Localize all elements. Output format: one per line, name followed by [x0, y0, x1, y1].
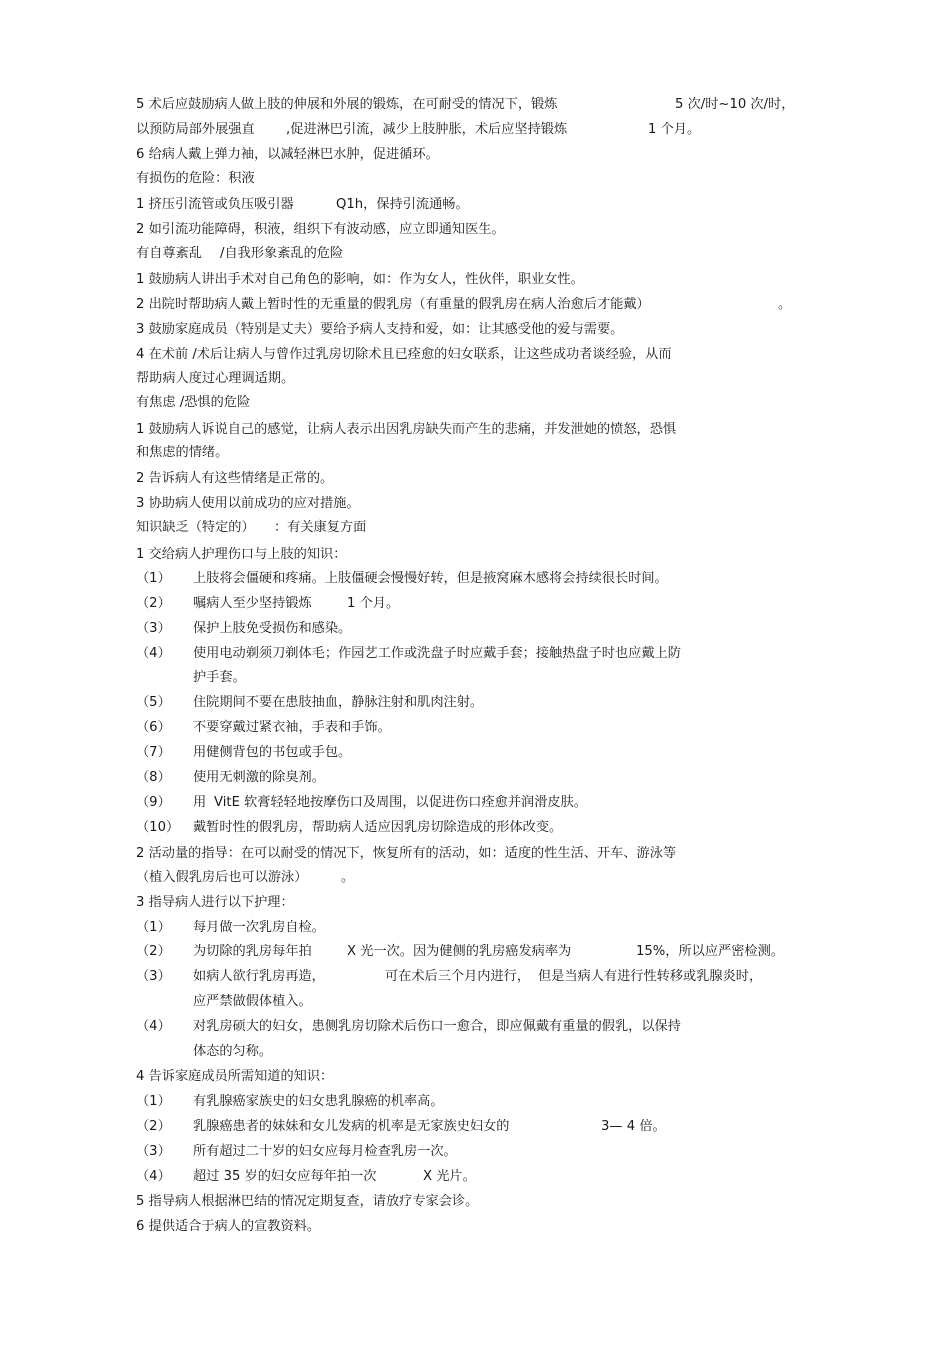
- list-number: （10）: [136, 820, 180, 835]
- list-number: （3）: [136, 969, 171, 984]
- text-segment: 上肢将会僵硬和疼痛。上肢僵硬会慢慢好转，但是掖窝麻木感将会持续很长时间。: [193, 571, 668, 586]
- text-segment: 1 个月。: [648, 122, 701, 137]
- text-segment: 2 如引流功能障碍，积液，组织下有波动感，应立即通知医生。: [136, 222, 505, 237]
- text-segment: 知识缺乏（特定的）: [136, 520, 255, 535]
- text-segment: ,促进淋巴引流，减少上肢肿胀，术后应坚持锻炼: [286, 122, 568, 137]
- text-segment: 4 告诉家庭成员所需知道的知识：: [136, 1069, 334, 1084]
- text-segment: 1 个月。: [347, 596, 400, 611]
- text-segment: 以预防局部外展强直: [136, 122, 255, 137]
- text-segment: X 光片。: [423, 1169, 476, 1184]
- text-segment: 帮助病人度过心理调适期。: [136, 371, 295, 386]
- text-segment: 有损伤的危险：积液: [136, 171, 255, 186]
- text-segment: 3 鼓励家庭成员（特别是丈夫）要给予病人支持和爱，如：让其感受他的爱与需要。: [136, 322, 624, 337]
- text-segment: 。: [778, 297, 792, 312]
- text-segment: 使用无刺激的除臭剂。: [193, 770, 325, 785]
- list-number: （1）: [136, 920, 171, 935]
- text-segment: 6 提供适合于病人的宣教资料。: [136, 1219, 321, 1234]
- list-number: （3）: [136, 621, 171, 636]
- text-segment: 1 鼓励病人诉说自己的感觉，让病人表示出因乳房缺失而产生的悲痛，并发泄她的愤怒，恐惧: [136, 422, 677, 437]
- list-number: （4）: [136, 1019, 171, 1034]
- list-number: （4）: [136, 1169, 171, 1184]
- list-number: （8）: [136, 770, 171, 785]
- text-segment: 如病人欲行乳房再造，: [193, 969, 325, 984]
- text-segment: Q1h，保持引流通畅。: [336, 197, 469, 212]
- text-segment: 和焦虑的情绪。: [136, 445, 229, 460]
- list-number: （5）: [136, 695, 171, 710]
- list-number: （2）: [136, 944, 171, 959]
- text-segment: 有乳腺癌家族史的妇女患乳腺癌的机率高。: [193, 1094, 444, 1109]
- text-segment: 1 鼓励病人讲出手术对自己角色的影响，如：作为女人，性伙伴，职业女性。: [136, 272, 584, 287]
- list-number: （1）: [136, 571, 171, 586]
- text-segment: 2 出院时帮助病人戴上暂时性的无重量的假乳房（有重量的假乳房在病人治愈后才能戴）: [136, 297, 650, 312]
- text-segment: 住院期间不要在患肢抽血，静脉注射和肌肉注射。: [193, 695, 484, 710]
- text-segment: 5 次/时~10 次/时，: [675, 97, 795, 112]
- text-segment: 用健侧背包的书包或手包。: [193, 745, 352, 760]
- text-segment: 4 在术前 /术后让病人与曾作过乳房切除术且已痊愈的妇女联系，让这些成功者谈经验，从而: [136, 347, 672, 362]
- text-segment: 5 指导病人根据淋巴结的情况定期复查，请放疗专家会诊。: [136, 1194, 479, 1209]
- text-segment: 15%，所以应严密检测。: [636, 944, 784, 959]
- text-segment: 3 指导病人进行以下护理：: [136, 895, 294, 910]
- text-segment: 2 告诉病人有这些情绪是正常的。: [136, 471, 334, 486]
- text-segment: 使用电动剃须刀剃体毛；作园艺工作或洗盘子时应戴手套；接触热盘子时也应戴上防: [193, 646, 681, 661]
- text-segment: 乳腺癌患者的妹妹和女儿发病的机率是无家族史妇女的: [193, 1119, 510, 1134]
- text-segment: 嘱病人至少坚持锻炼: [193, 596, 312, 611]
- text-segment: 护手套。: [193, 670, 246, 685]
- text-segment: （植入假乳房后也可以游泳）: [136, 870, 308, 885]
- text-segment: 6 给病人戴上弹力袖，以减轻淋巴水肿，促进循环。: [136, 147, 439, 162]
- list-number: （4）: [136, 646, 171, 661]
- text-segment: 超过 35 岁的妇女应每年拍一次: [193, 1169, 377, 1184]
- text-segment: 应严禁做假体植入。: [193, 994, 312, 1009]
- text-segment: X 光一次。因为健侧的乳房癌发病率为: [347, 944, 572, 959]
- text-segment: 有焦虑 /恐惧的危险: [136, 395, 251, 410]
- list-number: （2）: [136, 596, 171, 611]
- text-segment: 不要穿戴过紧衣袖，手表和手饰。: [193, 720, 391, 735]
- text-segment: 但是当病人有进行性转移或乳腺炎时，: [538, 969, 763, 984]
- text-segment: 每月做一次乳房自检。: [193, 920, 325, 935]
- text-segment: 1 挤压引流管或负压吸引器: [136, 197, 294, 212]
- text-segment: ：有关康复方面: [274, 520, 367, 535]
- list-number: （3）: [136, 1144, 171, 1159]
- text-segment: 1 交给病人护理伤口与上肢的知识：: [136, 547, 347, 562]
- text-segment: 有自尊紊乱: [136, 246, 202, 261]
- text-segment: 可在术后三个月内进行，: [385, 969, 531, 984]
- text-segment: 5 术后应鼓励病人做上肢的伸展和外展的锻炼，在可耐受的情况下，锻炼: [136, 97, 558, 112]
- text-segment: VitE 软膏轻轻地按摩伤口及周围，以促进伤口痊愈并润滑皮肤。: [214, 795, 587, 810]
- list-number: （7）: [136, 745, 171, 760]
- text-segment: 。: [341, 870, 355, 885]
- text-segment: 3 协助病人使用以前成功的应对措施。: [136, 496, 360, 511]
- text-segment: /自我形象紊乱的危险: [220, 246, 344, 261]
- text-segment: 戴暂时性的假乳房，帮助病人适应因乳房切除造成的形体改变。: [193, 820, 563, 835]
- text-segment: 3— 4 倍。: [601, 1119, 666, 1134]
- text-segment: 体态的匀称。: [193, 1044, 273, 1059]
- text-segment: 所有超过二十岁的妇女应每月检查乳房一次。: [193, 1144, 457, 1159]
- text-segment: 对乳房硕大的妇女，患侧乳房切除术后伤口一愈合，即应佩戴有重量的假乳，以保持: [193, 1019, 681, 1034]
- text-segment: 2 活动量的指导：在可以耐受的情况下，恢复所有的活动，如：适度的性生活、开车、游泳等: [136, 846, 677, 861]
- text-segment: 为切除的乳房每年拍: [193, 944, 312, 959]
- text-segment: 用: [193, 795, 207, 810]
- list-number: （6）: [136, 720, 171, 735]
- list-number: （9）: [136, 795, 171, 810]
- text-segment: 保护上肢免受损伤和感染。: [193, 621, 352, 636]
- list-number: （2）: [136, 1119, 171, 1134]
- list-number: （1）: [136, 1094, 171, 1109]
